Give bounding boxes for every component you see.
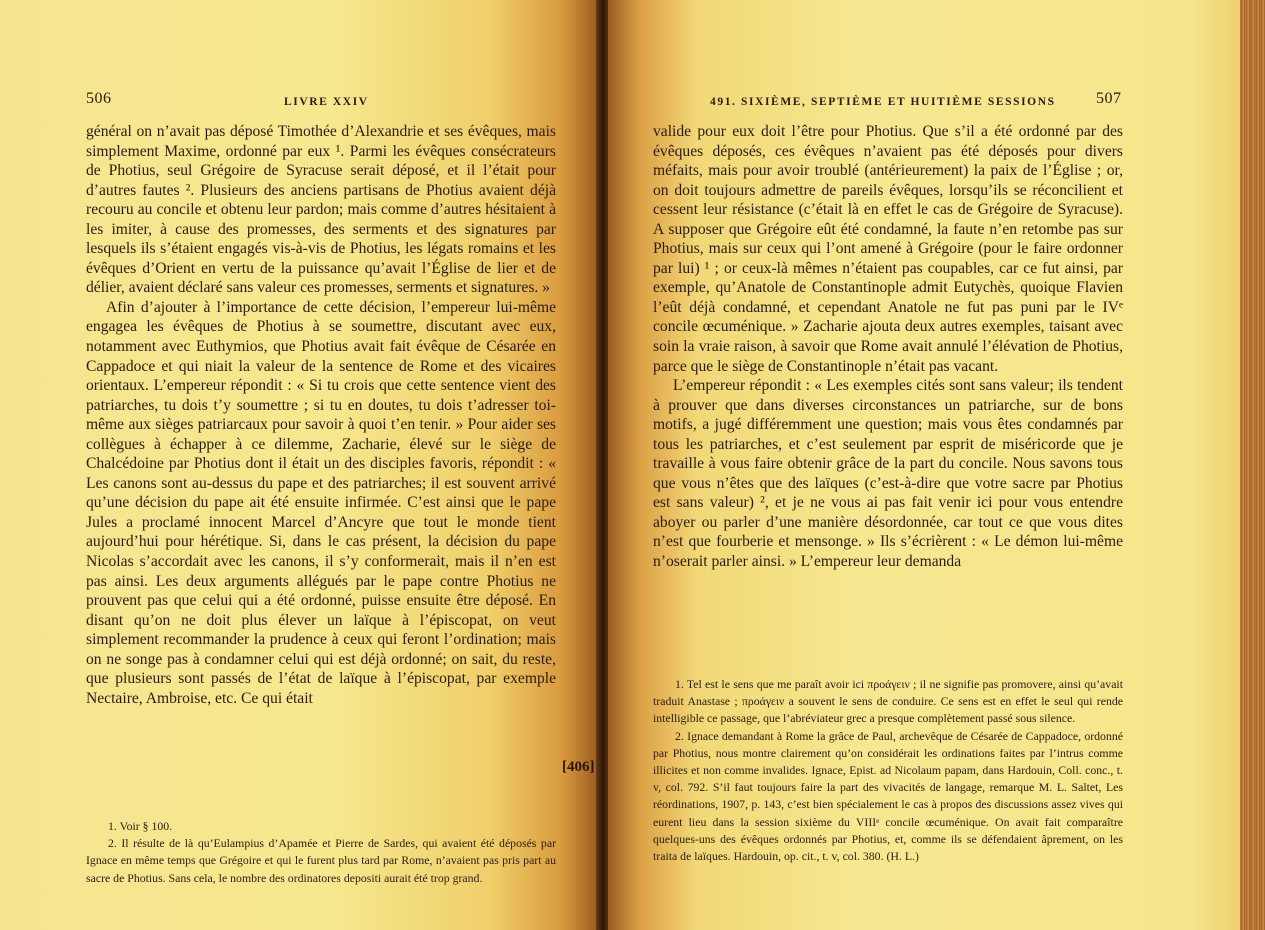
right-paragraph-2: L’empereur répondit : « Les exemples cités sont sans valeur; ils tendent à prouver que dans diverses circonstances un patriarche, sur de bons motifs, a jugé différemment une question; mais vous êtes condamnés par tous les patriarches, et c’est seulement par esprit de miséricorde que je travaille à vous faire obtenir grâce de la part du concile. Nous savons tous que vous n’êtes que des laïques (c’est-à-dire que votre sacre par Photius est sans valeur) ², et je ne vous ai pas fait venir ici pour vous entendre aboyer ou parler d’une manière désordonnée, car tout ce que vous dites n’est que fourberie et mensonge. » Ils s’écrièrent : « Le démon lui-même n’oserait parler ainsi. » L’empereur leur demanda	[653, 377, 1123, 571]
left-footnotes	[86, 818, 556, 887]
right-paragraph-1: valide pour eux doit l’être pour Photius. Que s’il a été ordonné par des évêques déposés, ces évêques n’avaient pas été déposés pour divers méfaits, mais pour avoir troublé (antérieurement) la paix de l’Église ; or, on doit toujours admettre de pareils évêques, lorsqu’ils se réconcilient et cessent leur résistance (c’était là en effet le cas de Grégoire de Syracuse). A supposer que Grégoire eût été condamné, la faute n’en retombe pas sur Photius, mais sur ceux qui l’ont amené à Grégoire (pour le faire ordonner par lui) ¹ ; or ceux-là mêmes n’étaient pas coupables, car ce fut ainsi, par exemple, qu’Anatole de Constantinople admit Eutychès, quoique Flavien l’eût déjà condamné, et cependant Anatole ne fut pas puni par le IVᵉ concile œcuménique. » Zacharie ajouta deux autres exemples, taisant avec soin la vraie raison, à savoir que Rome avait annulé l’élévation de Photius, parce que le siège de Constantinople n’était pas vacant.	[653, 123, 1123, 375]
right-page-number: 507	[1096, 90, 1122, 107]
right-footnote-1: 1. Tel est le sens que me paraît avoir ici προάγειν ; il ne signifie pas promovere, ainsi qu’avait traduit Anastase ; προάγειν a souvent le sens de conduire. Ce sens est en effet le seul qui rende intelligible ce passage, que l’abréviateur grec a presque complètement passé sous silence.	[653, 677, 1123, 726]
right-running-head: 491. SIXIÈME, SEPTIÈME ET HUITIÈME SESSIONS	[710, 96, 1056, 108]
left-paragraph-2: Afin d’ajouter à l’importance de cette décision, l’empereur lui-même engagea les évêques de Photius à se soumettre, discutant avec eux, notamment avec Euthymios, que Photius avait fait évêque de Césarée en Cappadoce et qui niait la valeur de la sentence de Rome et des vicaires orientaux. L’empereur répondit : « Si tu crois que cette sentence vient des patriarches, tu dois t’y soumettre ; si tu en doutes, tu dois t’adresser toi-même aux sièges patriarcaux pour savoir à quoi t’en tenir. » Pour aider ses collègues à échapper à ce dilemme, Zacharie, élevé sur le siège de Chalcédoine par Photius dont il était un des disciples favoris, répondit : « Les canons sont au-dessus du pape et des patriarches; il est souvent arrivé qu’une décision du pape ait été ensuite infirmée. C’est ainsi que le pape Jules a proclamé innocent Marcel d’Ancyre que tout le monde tient aujourd’hui pour hérétique. Si, dans le cas présent, la décision du pape Nicolas s’accordait avec les canons, il s’y conformerait, mais il n’en est pas ainsi. Les deux arguments allégués par le pape contre Photius ne prouvent pas que celui qui a été ordonné, puisse ensuite être déposé. En disant qu’on ne doit plus élever un laïque à l’épiscopat, on veut simplement recommander la prudence à ceux qui feront l’ordination; mais on ne songe pas à condamner celui qui est déjà ordonné; on sait, du reste, que plusieurs sont passés de l’état de laïque à l’épiscopat, par exemple Nectaire, Ambroise, etc. Ce qui était	[86, 298, 556, 707]
left-page	[0, 0, 598, 930]
right-footnote-2: 2. Ignace demandant à Rome la grâce de Paul, archevêque de Césarée de Cappadoce, ordonné par Photius, nous montre clairement qu’on considérait les ordinations faites par l’intrus comme illicites et non comme invalides. Ignace, Epist. ad Nicolaum papam, dans Hardouin, Coll. conc., t. v, col. 792. S’il faut toujours faire la part des vivacités de langage, remarque M. L. Saltet, Les réordinations, 1907, p. 143, c’est bien spécialement le cas à propos des discussions assez vives qui eurent lieu dans la session sixième du VIIIᵉ concile œcuménique. On avait fait comparaître quelques-uns des évêques ordonnés par Photius, et, comme ils se défendaient âprement, on les traita de laïques. Hardouin, op. cit., t. v, col. 380. (H. L.)	[653, 728, 1123, 864]
left-footnote-2: 2. Il résulte de là qu’Eulampius d’Apamée et Pierre de Sardes, qui avaient été déposés par Ignace en même temps que Grégoire et qui le furent plus tard par Rome, n’avaient pas pris part au sacre de Photius. Sans cela, le nombre des ordinatores depositi aurait été trop grand.	[86, 836, 556, 885]
left-page-number: 506	[86, 90, 112, 107]
page-edges	[1240, 0, 1265, 930]
left-footnote-1: 1. Voir § 100.	[108, 819, 173, 833]
marginal-page-reference: [406]	[562, 759, 595, 775]
left-body-text	[86, 122, 556, 708]
left-running-head: LIVRE XXIV	[284, 96, 369, 108]
left-paragraph-1: général on n’avait pas déposé Timothée d’Alexandrie et ses évêques, mais simplement Maxime, ordonné par eux ¹. Parmi les évêques consécrateurs de Photius, seul Grégoire de Syracuse serait déposé, et il l’était pour d’autres fautes ². Plusieurs des anciens partisans de Photius avaient déjà recouru au concile et obtenu leur pardon; mais comme d’autres hésitaient à les imiter, à cause des promesses, des serments et des signatures par lesquels ils s’étaient engagés vis-à-vis de Photius, les légats romains et les évêques d’Orient en vertu de la puissance qu’avait l’Église de lier et de délier, avaient déclaré sans valeur ces promesses, serments et signatures. »	[86, 123, 556, 297]
right-footnotes	[653, 676, 1123, 865]
right-page	[608, 0, 1240, 930]
right-body-text	[653, 122, 1123, 572]
